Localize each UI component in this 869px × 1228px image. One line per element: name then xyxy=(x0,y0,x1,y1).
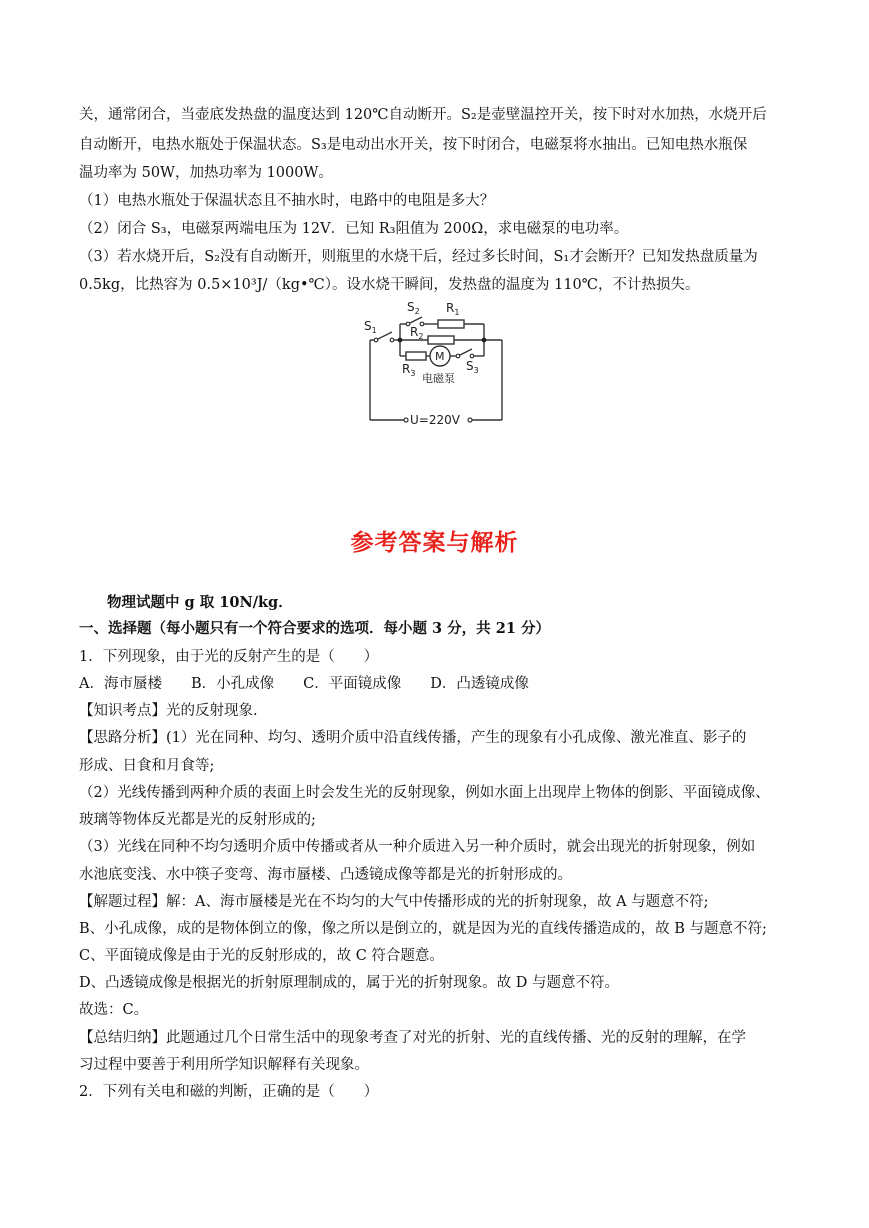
answer-line: A．海市蜃楼 B．小孔成像 C．平面镜成像 D．凸透镜成像 xyxy=(79,676,529,692)
r3-resistor xyxy=(406,352,426,360)
problem-line: 自动断开，电热水瓶处于保温状态。S₃是电动出水开关，按下时闭合，电磁泵将水抽出。已知电热水瓶保 xyxy=(79,137,748,153)
problem-line: 0.5kg，比热容为 0.5×10³J/（kg•℃）。设水烧干瞬间，发热盘的温度为 110℃，不计热损失。 xyxy=(79,277,700,293)
answer-line: C、平面镜成像是由于光的反射形成的，故 C 符合题意。 xyxy=(79,948,444,964)
circuit-diagram xyxy=(362,296,512,434)
terminal xyxy=(468,418,472,422)
answer-line: 玻璃等物体反光都是光的反射形成的; xyxy=(79,812,316,828)
answer-line: 水池底变浅、水中筷子变弯、海市蜃楼、凸透镜成像等都是光的折射形成的。 xyxy=(79,867,572,883)
pump-label: 电磁泵 xyxy=(422,372,455,385)
terminal xyxy=(456,354,460,358)
problem-line: （1）电热水瓶处于保温状态且不抽水时，电路中的电阻是多大？ xyxy=(79,193,495,209)
problem-line: 温功率为 50W，加热功率为 1000W。 xyxy=(79,165,333,181)
s2-label: $S_2$ xyxy=(407,300,420,316)
answer-line: 【知识考点】光的反射现象. xyxy=(79,703,258,719)
r1-resistor xyxy=(438,320,464,328)
problem-line: （2）闭合 S₃，电磁泵两端电压为 12V．已知 R₃阻值为 200Ω，求电磁泵的电功率。 xyxy=(79,221,629,237)
s3-label: $S_3$ xyxy=(466,359,479,375)
problem-line: （3）若水烧开后，S₂没有自动断开，则瓶里的水烧干后，经过多长时间，S₁才会断开？已知发热盘质量为 xyxy=(79,249,758,265)
terminal xyxy=(470,354,474,358)
problem-line: 关，通常闭合，当壶底发热盘的温度达到 120℃自动断开。S₂是壶壁温控开关，按下时对水加热，水烧开后 xyxy=(79,107,767,123)
section-heading: 一、选择题（每小题只有一个符合要求的选项．每小题 3 分，共 21 分） xyxy=(79,620,550,637)
s1-switch-blade xyxy=(376,332,392,340)
answer-note: 物理试题中 g 取 10N/kg． xyxy=(107,594,293,611)
answer-line: 【思路分析】(1）光在同种、均匀、透明介质中沿直线传播，产生的现象有小孔成像、激光准直、影子的 xyxy=(79,730,747,746)
r2-resistor xyxy=(428,336,454,344)
s1-label: $S_1$ xyxy=(364,319,377,335)
answer-line: （3）光线在同种不均匀透明介质中传播或者从一种介质进入另一种介质时，就会出现光的折射现象，例如 xyxy=(79,839,756,855)
answer-line: B、小孔成像，成的是物体倒立的像，像之所以是倒立的，就是因为光的直线传播造成的，故 B 与题意不符; xyxy=(79,921,767,937)
answer-line: 形成、日食和月食等; xyxy=(79,758,215,774)
r1-label: $R_1$ xyxy=(446,301,460,317)
answer-line: 故选：C。 xyxy=(79,1002,149,1018)
terminal xyxy=(374,338,378,342)
r3-label: $R_3$ xyxy=(402,362,416,378)
motor-label: M xyxy=(435,350,445,363)
junction-dot xyxy=(482,338,487,343)
answer-line: D、凸透镜成像是根据光的折射原理制成的，属于光的折射现象。故 D 与题意不符。 xyxy=(79,975,619,991)
answer-line: 【解题过程】解：A、海市蜃楼是光在不均匀的大气中传播形成的光的折射现象，故 A 与题意不符; xyxy=(79,894,709,910)
voltage-label: U=220V xyxy=(410,413,460,427)
terminal xyxy=(390,338,394,342)
terminal xyxy=(420,322,424,326)
answer-line: 1．下列现象，由于光的反射产生的是（ ） xyxy=(79,649,379,665)
terminal xyxy=(404,418,408,422)
r2-label: $R_2$ xyxy=(410,325,424,341)
answer-title: 参考答案与解析 xyxy=(350,530,519,556)
answer-line: （2）光线传播到两种介质的表面上时会发生光的反射现象，例如水面上出现岸上物体的倒影、平面镜成像、 xyxy=(79,785,770,801)
answer-line: 习过程中要善于利用所学知识解释有关现象。 xyxy=(79,1057,369,1073)
junction-dot xyxy=(398,338,403,343)
answer-line: 【总结归纳】此题通过几个日常生活中的现象考查了对光的折射、光的直线传播、光的反射的理解，在学 xyxy=(79,1030,746,1046)
answer-line: 2．下列有关电和磁的判断，正确的是（ ） xyxy=(79,1084,379,1100)
